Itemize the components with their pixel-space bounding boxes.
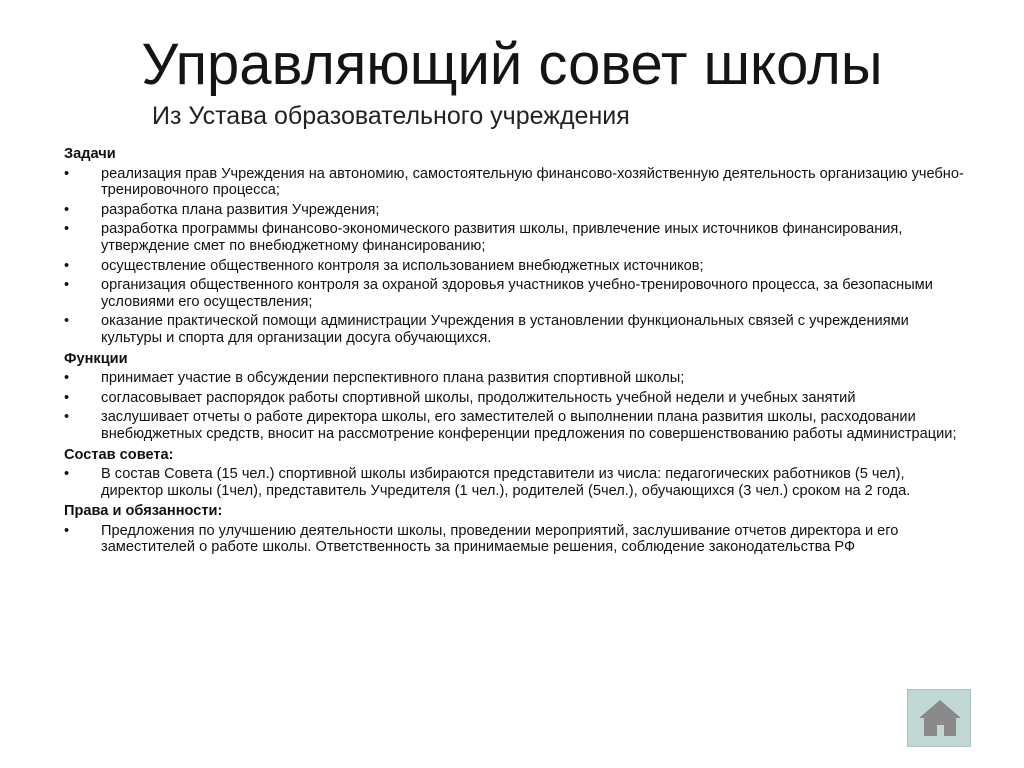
bullet-icon: • [64, 370, 70, 387]
list-item-text: оказание практической помощи администрации Учреждения в установлении функциональных связей с учреждениями культуры и спорта для организации досуга обучающихся. [101, 313, 909, 346]
list-item-text: согласовывает распорядок работы спортивной школы, продолжительность учебной недели и учебных занятий [101, 389, 856, 406]
bullet-icon: • [64, 257, 70, 274]
list-item [64, 313, 969, 346]
bullet-icon: • [64, 277, 70, 294]
list-item [64, 277, 969, 310]
bullet-icon: • [64, 201, 70, 218]
bullet-icon: • [64, 313, 70, 330]
list-item [64, 221, 969, 254]
list-item [64, 390, 969, 407]
bullet-icon: • [64, 409, 70, 426]
bullet-icon: • [64, 221, 70, 238]
list-item [64, 202, 969, 219]
functions-list [64, 370, 969, 442]
slide-subtitle: Из Устава образовательного учреждения [152, 102, 630, 130]
list-item-text: принимает участие в обсуждении перспективного плана развития спортивной школы; [101, 370, 685, 387]
list-item [64, 258, 969, 275]
section-heading-functions: Функции [64, 350, 128, 367]
list-item [64, 466, 969, 499]
list-item [64, 523, 969, 556]
rights-list [64, 523, 969, 556]
list-item-text: заслушивает отчеты о работе директора школы, его заместителей о выполнении плана развития школы, расходовании внебюджетных средств, вносит на рассмотрение конференции предложения по совершенствованию работы администрации; [101, 409, 957, 442]
home-button[interactable] [907, 689, 971, 747]
list-item [64, 166, 969, 199]
bullet-icon: • [64, 389, 70, 406]
list-item-text: реализация прав Учреждения на автономию, самостоятельную финансово-хозяйственную деятельность организацию учебно-тренировочного процесса; [101, 165, 964, 199]
section-heading-composition: Состав совета: [64, 446, 174, 463]
list-item-text: организация общественного контроля за охраной здоровья участников учебно-тренировочного процесса, за безопасными условиями его осуществления; [101, 277, 933, 310]
section-heading-tasks: Задачи [64, 146, 116, 162]
list-item-text: разработка плана развития Учреждения; [101, 201, 380, 218]
list-item [64, 370, 969, 387]
list-item-text: Предложения по улучшению деятельности школы, проведении мероприятий, заслушивание отчетов директора и его заместителей о работе школы. Ответственность за принимаемые решения, соблюдение законодательства РФ [101, 522, 899, 556]
slide-title: Управляющий совет школы [141, 32, 883, 97]
section-heading-rights: Права и обязанности: [64, 503, 223, 520]
list-item-text: В состав Совета (15 чел.) спортивной школы избираются представители из числа: педагогических работников (5 чел), директор школы (1чел), представитель Учредителя (1 чел.), родителей (5чел.), обучающихся (3 чел.) сроком на 2 года. [101, 466, 911, 499]
bullet-icon: • [64, 522, 70, 539]
bullet-icon: • [64, 466, 70, 483]
home-icon [918, 698, 962, 738]
list-item [64, 409, 969, 442]
tasks-list [64, 166, 969, 347]
list-item-text: осуществление общественного контроля за использованием внебюджетных источников; [101, 257, 704, 274]
list-item-text: разработка программы финансово-экономического развития школы, привлечение иных источников финансирования, утверждение смет по внебюджетному финансированию; [101, 221, 903, 254]
composition-list [64, 466, 969, 499]
bullet-icon: • [64, 165, 70, 182]
slide-content [64, 146, 969, 560]
